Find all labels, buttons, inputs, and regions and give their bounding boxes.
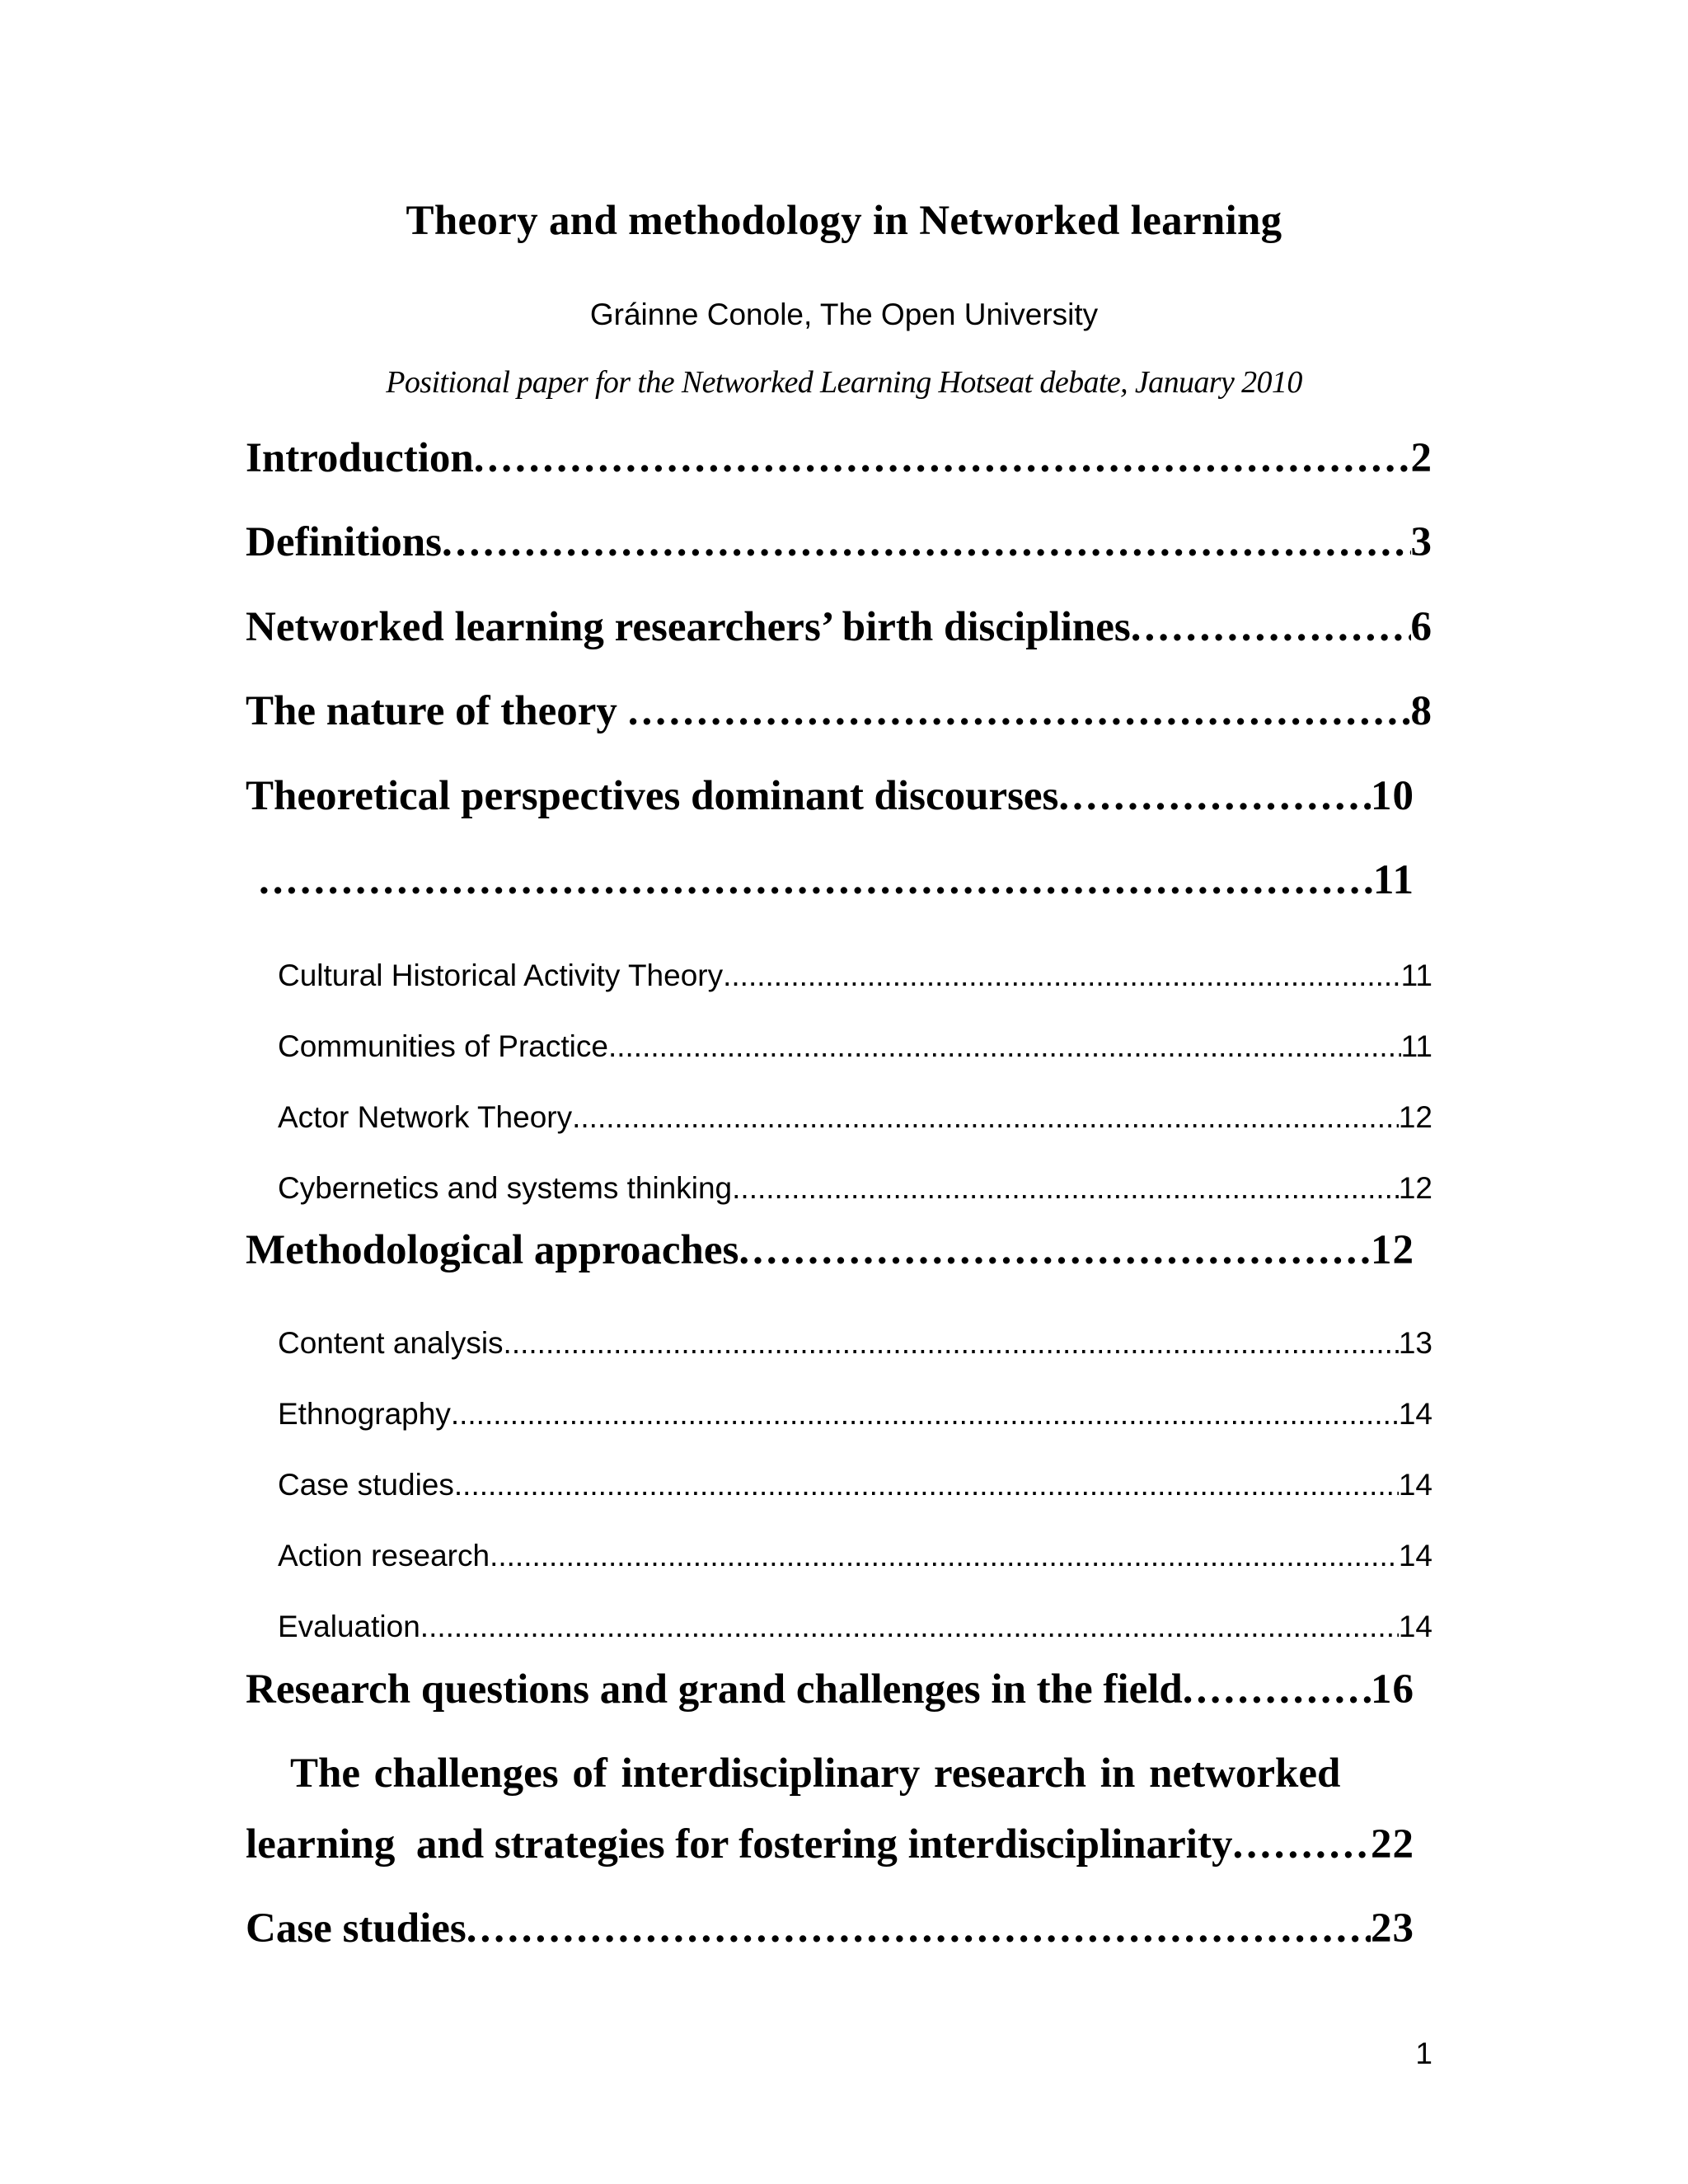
toc-page-number: 2 bbox=[1410, 435, 1432, 481]
toc-page-number: 12 bbox=[1398, 1100, 1432, 1134]
toc-page-number: 14 bbox=[1398, 1468, 1432, 1502]
toc-subentry-action-research[interactable] bbox=[278, 1538, 1432, 1574]
toc-subentry-content-analysis[interactable] bbox=[278, 1325, 1432, 1361]
toc-leader-dots bbox=[504, 1325, 1399, 1361]
toc-entry-label: Definitions bbox=[246, 519, 443, 565]
toc-entry-label: Actor Network Theory bbox=[278, 1100, 573, 1134]
toc-page-number: 11 bbox=[1400, 958, 1432, 992]
toc-entry-research-questions[interactable] bbox=[246, 1664, 1414, 1715]
toc-page-number: 6 bbox=[1410, 604, 1432, 650]
toc-entry-label: Research questions and grand challenges in the field bbox=[246, 1666, 1183, 1713]
toc-entry-label: Cultural Historical Activity Theory bbox=[278, 958, 724, 992]
document-title: Theory and methodology in Networked learning bbox=[406, 198, 1282, 244]
toc-page-number: 13 bbox=[1398, 1326, 1432, 1360]
toc-entry-label: Content analysis bbox=[278, 1326, 504, 1360]
toc-leader-dots bbox=[259, 855, 1373, 906]
toc-entry-birth-disciplines[interactable] bbox=[246, 602, 1432, 653]
toc-entry-label: Networked learning researchers’ birth disciplines bbox=[246, 604, 1131, 650]
toc-entry-label: Case studies bbox=[246, 1905, 467, 1952]
toc-entry-label: Cybernetics and systems thinking bbox=[278, 1171, 733, 1205]
toc-leader-dots bbox=[1232, 1819, 1371, 1870]
toc-subentry-cybernetics[interactable] bbox=[278, 1170, 1432, 1207]
toc-page-number: 11 bbox=[1400, 1029, 1432, 1063]
toc-leader-dots bbox=[1131, 602, 1411, 653]
document-author: Gráinne Conole, The Open University bbox=[589, 298, 1099, 331]
toc-entry-label: Evaluation bbox=[278, 1610, 420, 1643]
toc-entry-label: Theoretical perspectives dominant discourses bbox=[246, 773, 1059, 819]
toc-leader-dots bbox=[628, 686, 1411, 737]
toc-page-number: 10 bbox=[1371, 773, 1414, 819]
toc-entry-nature-of-theory[interactable] bbox=[246, 686, 1432, 737]
toc-subentry-communities-of-practice[interactable] bbox=[278, 1029, 1432, 1065]
toc-entry-line2 bbox=[246, 1819, 1414, 1870]
toc-entry-methodological-approaches[interactable] bbox=[246, 1225, 1414, 1276]
toc-subentry-actor-network-theory[interactable] bbox=[278, 1099, 1432, 1136]
toc-page-number: 23 bbox=[1371, 1905, 1414, 1952]
toc-entry-label: Communities of Practice bbox=[278, 1029, 608, 1063]
toc-leader-dots bbox=[1183, 1664, 1371, 1715]
toc-entry-label: Ethnography bbox=[278, 1397, 451, 1431]
toc-subentry-ethnography[interactable] bbox=[278, 1396, 1432, 1432]
toc-page-number: 11 bbox=[1372, 857, 1414, 903]
toc-leader-dots bbox=[420, 1609, 1399, 1645]
toc-subentry-evaluation[interactable] bbox=[278, 1609, 1432, 1645]
toc-entry-label: Case studies bbox=[278, 1468, 454, 1502]
toc-page-number: 14 bbox=[1398, 1397, 1432, 1431]
toc-entry-label-line1: The challenges of interdisciplinary research in networked bbox=[290, 1750, 1341, 1797]
toc-subentry-case-studies[interactable] bbox=[278, 1467, 1432, 1503]
document-subtitle: Positional paper for the Networked Learning Hotseat debate, January 2010 bbox=[386, 365, 1302, 400]
toc-entry-label-line2: learning and strategies for fostering interdisciplinarity bbox=[246, 1821, 1233, 1868]
toc-leader-dots bbox=[442, 517, 1410, 568]
toc-entry-interdisciplinary-research[interactable] bbox=[246, 1748, 1414, 1870]
toc-leader-dots bbox=[490, 1538, 1399, 1574]
toc-entry-definitions[interactable] bbox=[246, 517, 1432, 568]
toc-page-number: 14 bbox=[1398, 1610, 1432, 1643]
toc-leader-dots bbox=[474, 433, 1411, 484]
toc-leader-dots bbox=[451, 1396, 1399, 1432]
toc-leader-dots bbox=[1058, 771, 1371, 822]
toc-entry-untitled[interactable] bbox=[259, 855, 1414, 906]
toc-leader-dots bbox=[608, 1029, 1401, 1065]
toc-page-number: 3 bbox=[1410, 519, 1432, 565]
toc-page-number: 8 bbox=[1410, 688, 1432, 734]
toc-page-number: 14 bbox=[1398, 1539, 1432, 1572]
toc-page-number: 16 bbox=[1371, 1666, 1414, 1713]
toc-leader-dots bbox=[738, 1225, 1371, 1276]
toc-entry-label: Introduction bbox=[246, 435, 474, 481]
toc-page-number: 22 bbox=[1371, 1821, 1414, 1868]
toc-entry-case-studies[interactable] bbox=[246, 1903, 1414, 1954]
toc-leader-dots bbox=[732, 1170, 1399, 1207]
toc-entry-label: The nature of theory bbox=[246, 688, 628, 734]
toc-leader-dots bbox=[572, 1099, 1399, 1136]
page-number: 1 bbox=[1415, 2036, 1432, 2070]
toc-page-number: 12 bbox=[1398, 1171, 1432, 1205]
toc-leader-dots bbox=[467, 1903, 1371, 1954]
toc-leader-dots bbox=[723, 958, 1400, 994]
toc-entry-label: Action research bbox=[278, 1539, 490, 1572]
toc-leader-dots bbox=[454, 1467, 1399, 1503]
toc-entry-introduction[interactable] bbox=[246, 433, 1432, 484]
toc-subentry-chat[interactable] bbox=[278, 958, 1432, 994]
toc-entry-theoretical-perspectives[interactable] bbox=[246, 771, 1414, 822]
toc-page-number: 12 bbox=[1371, 1227, 1414, 1273]
toc-entry-label: Methodological approaches bbox=[246, 1227, 739, 1273]
